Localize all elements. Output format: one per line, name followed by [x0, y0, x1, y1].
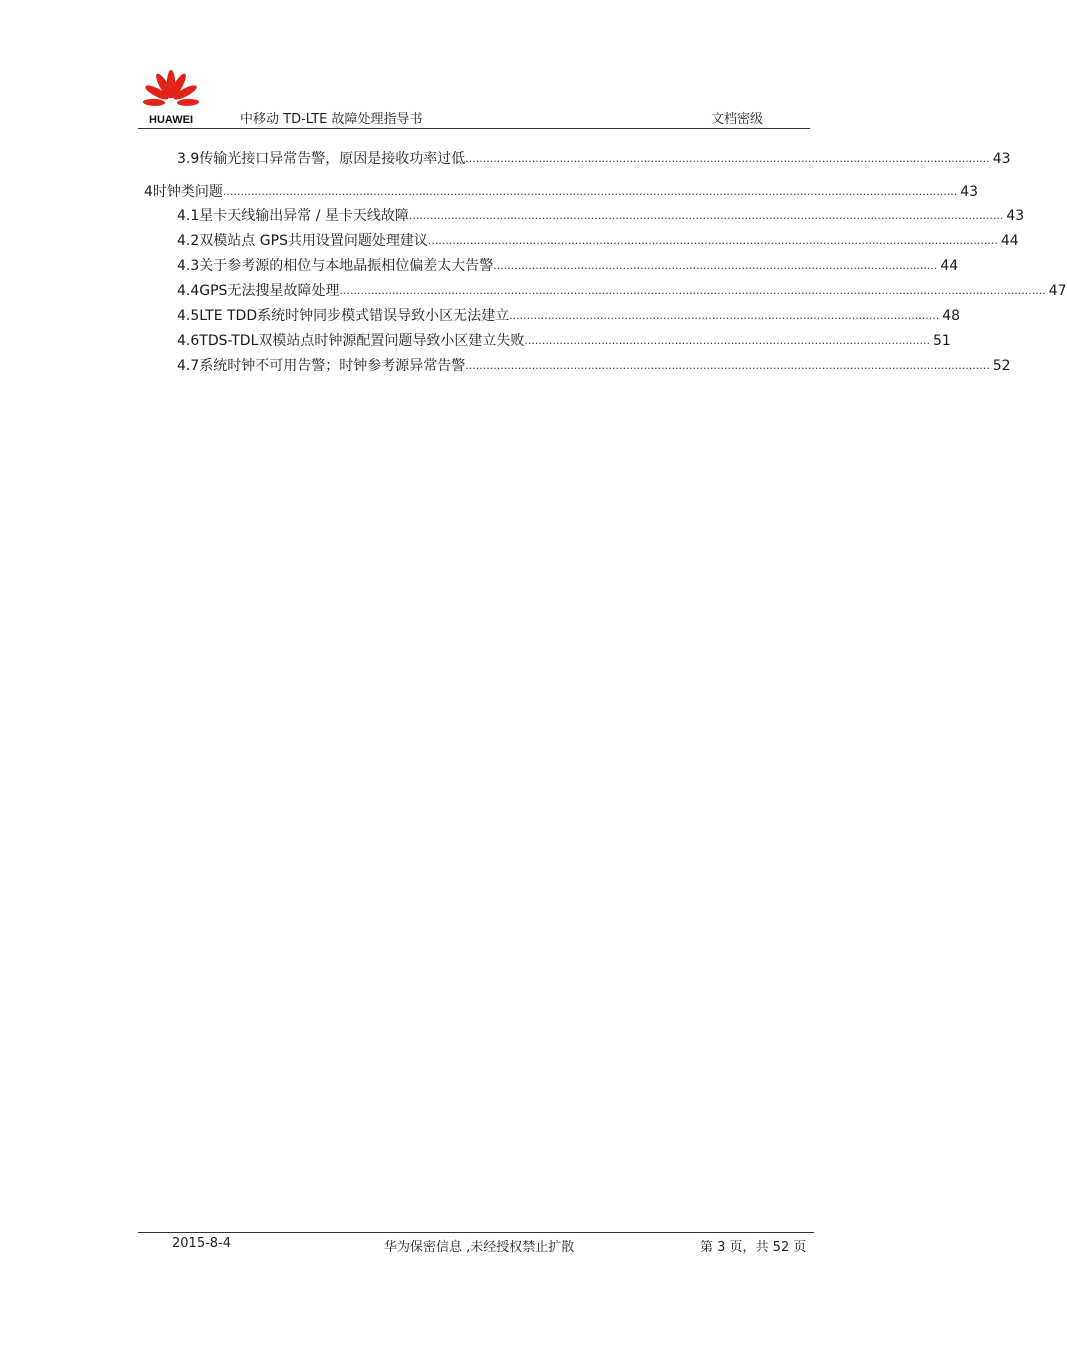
toc-number: 4.6: [177, 333, 200, 349]
footer-page-number: 第 3 页，共 52 页: [700, 1240, 807, 1255]
toc-number: 4.4: [177, 283, 200, 299]
toc-entry-4-6[interactable]: [177, 331, 951, 351]
toc-entry-4-5[interactable]: [177, 306, 961, 326]
toc-title: 星卡天线输出异常 / 星卡天线故障: [199, 208, 409, 224]
toc-title: 系统时钟不可用告警；时钟参考源异常告警: [199, 358, 466, 374]
toc-title: GPS无法搜星故障处理: [199, 283, 340, 299]
toc-page-number: 44: [940, 258, 959, 274]
header-classification: 文档密级: [711, 112, 764, 127]
toc-page-number: 43: [1006, 208, 1025, 224]
footer-confidential-notice: 华为保密信息 ,未经授权禁止扩散: [384, 1240, 575, 1255]
toc-entry-4-2[interactable]: [177, 231, 1019, 251]
toc-entry-4-4[interactable]: [177, 281, 1067, 301]
toc-entry-3-9[interactable]: [177, 149, 1011, 169]
toc-page-number: 43: [992, 151, 1011, 167]
toc-leader-dots: ..........................................................................................................................................................................................................: [339, 284, 1046, 297]
toc-number: 4: [144, 184, 153, 200]
toc-entry-4[interactable]: [144, 182, 979, 202]
toc-leader-dots: ......................................................................................................................................................: [465, 359, 990, 372]
footer-date: 2015-8-4: [172, 1236, 232, 1251]
toc-page-number: 51: [933, 333, 951, 349]
toc-page-number: 43: [960, 184, 979, 200]
toc-entry-4-7[interactable]: [177, 356, 1011, 376]
header-divider: [138, 128, 810, 129]
toc-entry-4-3[interactable]: [177, 256, 959, 276]
toc-entry-4-1[interactable]: [177, 206, 1025, 226]
toc-leader-dots: ...........................................................................................................................: [509, 309, 940, 322]
toc-leader-dots: ..........................................................................................................................................................................: [408, 209, 1004, 222]
huawei-logo: [138, 70, 204, 128]
toc-leader-dots: ...............................................................................................................................: [493, 259, 938, 272]
toc-page-number: 52: [992, 358, 1011, 374]
footer-divider: [138, 1232, 814, 1233]
toc-leader-dots: ..................................................................................................................................................................................................................: [222, 185, 958, 198]
toc-title: 传输光接口异常告警，原因是接收功率过低: [199, 151, 466, 167]
toc-number: 3.9: [177, 151, 200, 167]
header-title: 中移动 TD-LTE 故障处理指导书: [240, 112, 423, 127]
toc-title: 双模站点 GPS共用设置问题处理建议: [199, 233, 428, 249]
toc-number: 4.5: [177, 308, 200, 324]
toc-title: LTE TDD系统时钟同步模式错误导致小区无法建立: [199, 308, 510, 324]
toc-number: 4.2: [177, 233, 200, 249]
toc-title: TDS-TDL双模站点时钟源配置问题导致小区建立失败: [199, 333, 525, 349]
toc-leader-dots: ......................................................................................................................................................: [465, 152, 990, 165]
toc-leader-dots: ...................................................................................................................................................................: [427, 234, 998, 247]
toc-number: 4.3: [177, 258, 200, 274]
toc-page-number: 47: [1048, 283, 1067, 299]
toc-number: 4.7: [177, 358, 200, 374]
toc-page-number: 44: [1000, 233, 1019, 249]
toc-leader-dots: ....................................................................................................................: [524, 334, 930, 347]
toc-title: 时钟类问题: [152, 184, 223, 200]
toc-page-number: 48: [942, 308, 961, 324]
toc-title: 关于参考源的相位与本地晶振相位偏差太大告警: [199, 258, 494, 274]
logo-text: HUAWEI: [149, 114, 193, 126]
toc-number: 4.1: [177, 208, 200, 224]
huawei-petals-icon: [146, 70, 196, 112]
